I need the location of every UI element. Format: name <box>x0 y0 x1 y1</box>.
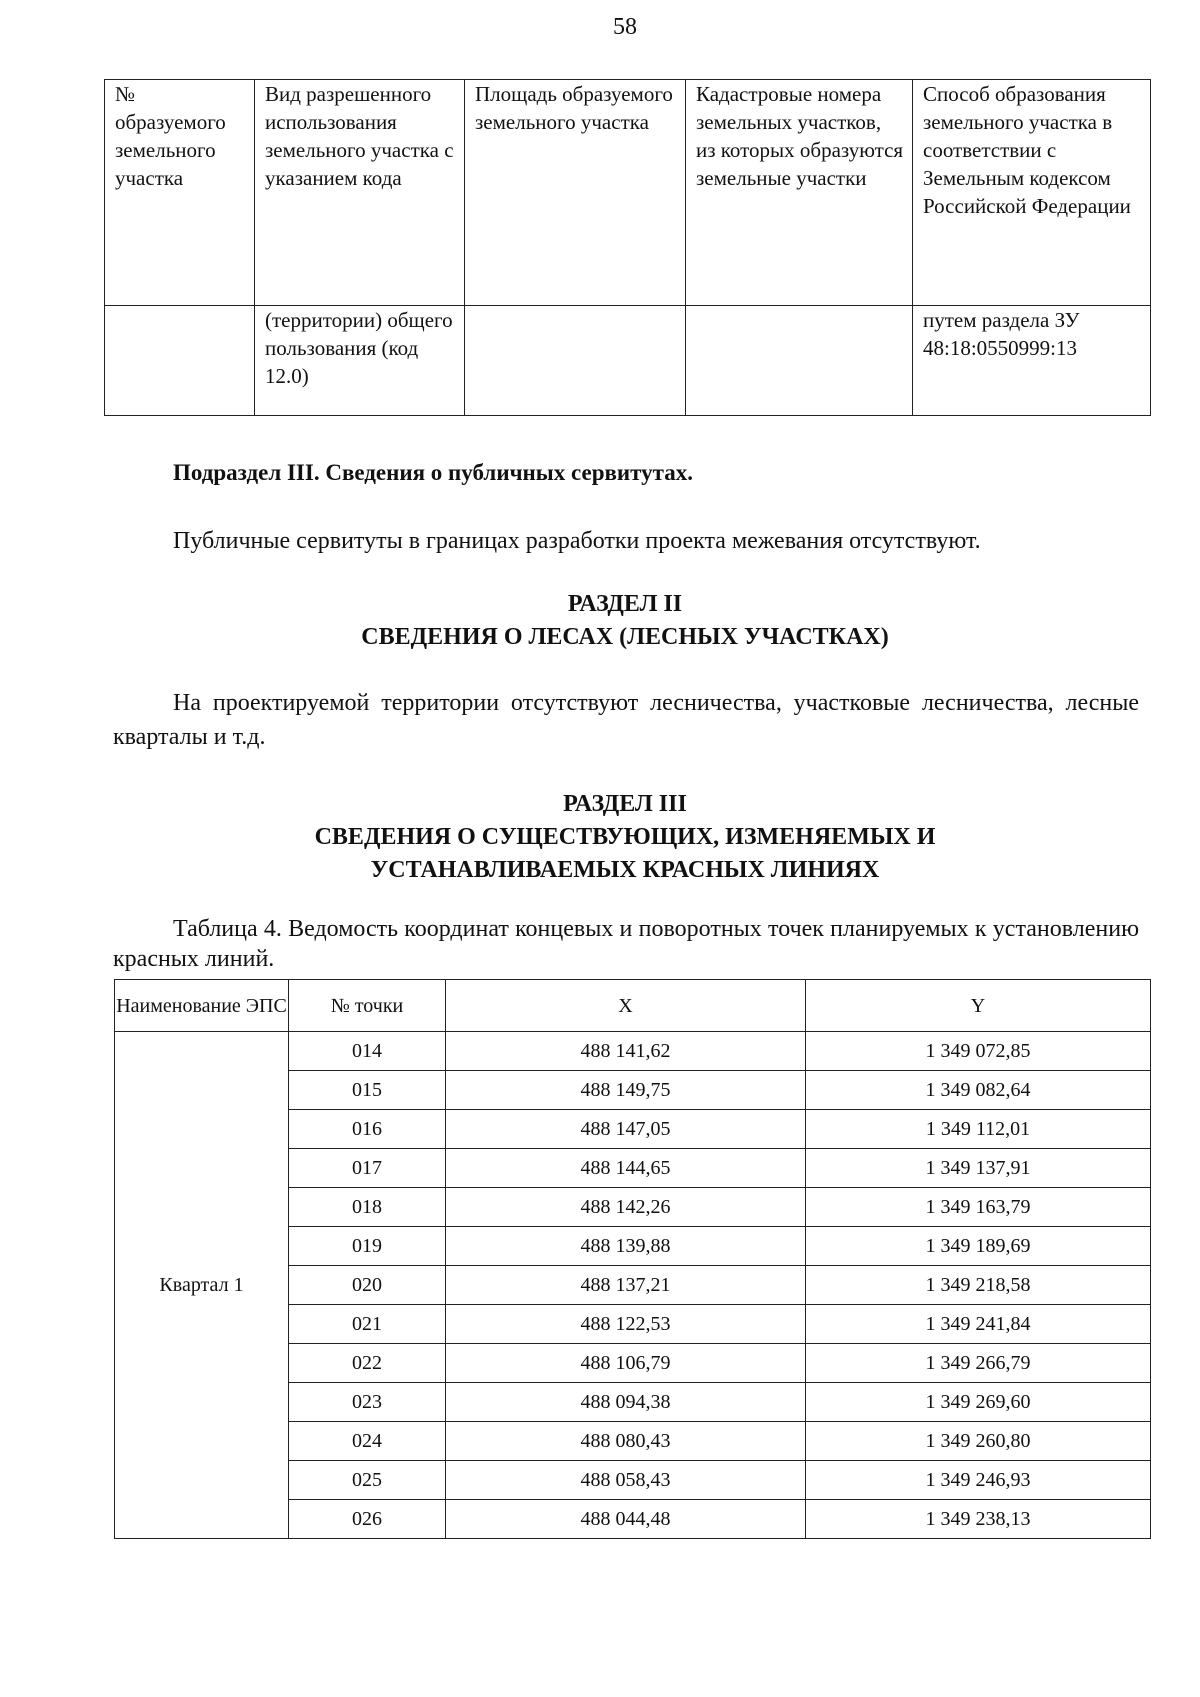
y-cell: 1 349 241,84 <box>806 1305 1151 1344</box>
point-number-cell: 020 <box>289 1266 446 1305</box>
y-cell: 1 349 082,64 <box>806 1071 1151 1110</box>
coordinates-table <box>114 979 1151 1539</box>
table-caption: Таблица 4. Ведомость координат концевых и поворотных точек планируемых к установлению красных линий. <box>113 916 1139 972</box>
section-3-heading <box>0 788 1200 887</box>
x-cell: 488 144,65 <box>446 1149 806 1188</box>
x-cell: 488 142,26 <box>446 1188 806 1227</box>
table-cell: (территории) общего пользования (код 12.0) <box>255 306 465 416</box>
point-number-cell: 014 <box>289 1032 446 1071</box>
subsection-title: Подраздел III. Сведения о публичных сервитутах. <box>173 460 694 485</box>
header-y: Y <box>806 980 1151 1032</box>
y-cell: 1 349 246,93 <box>806 1461 1151 1500</box>
y-cell: 1 349 163,79 <box>806 1188 1151 1227</box>
table-cell <box>105 306 255 416</box>
y-cell: 1 349 266,79 <box>806 1344 1151 1383</box>
y-cell: 1 349 112,01 <box>806 1110 1151 1149</box>
y-cell: 1 349 137,91 <box>806 1149 1151 1188</box>
header-point-number: № точки <box>289 980 446 1032</box>
point-number-cell: 026 <box>289 1500 446 1539</box>
y-cell: 1 349 218,58 <box>806 1266 1151 1305</box>
y-cell: 1 349 189,69 <box>806 1227 1151 1266</box>
x-cell: 488 094,38 <box>446 1383 806 1422</box>
page-number: 58 <box>613 14 637 40</box>
point-number-cell: 023 <box>289 1383 446 1422</box>
x-cell: 488 122,53 <box>446 1305 806 1344</box>
header-cell: Площадь образуемого земельного участка <box>465 80 686 306</box>
y-cell: 1 349 238,13 <box>806 1500 1151 1539</box>
table-row <box>115 1032 1151 1071</box>
header-cell: № образуемого земельного участка <box>105 80 255 306</box>
header-x: X <box>446 980 806 1032</box>
table-row <box>105 306 1151 416</box>
servitude-text: Публичные сервитуты в границах разработки проекта межевания отсутствуют. <box>173 528 981 554</box>
point-number-cell: 024 <box>289 1422 446 1461</box>
y-cell: 1 349 260,80 <box>806 1422 1151 1461</box>
point-number-cell: 018 <box>289 1188 446 1227</box>
section-2-heading <box>0 588 1200 654</box>
point-number-cell: 015 <box>289 1071 446 1110</box>
land-plots-table <box>104 79 1151 416</box>
x-cell: 488 106,79 <box>446 1344 806 1383</box>
section-2-number: РАЗДЕЛ II <box>567 591 683 617</box>
section-3-title-line2: УСТАНАВЛИВАЕМЫХ КРАСНЫХ ЛИНИЯХ <box>370 857 880 883</box>
x-cell: 488 149,75 <box>446 1071 806 1110</box>
point-number-cell: 017 <box>289 1149 446 1188</box>
section-3-number: РАЗДЕЛ III <box>563 791 687 817</box>
point-number-cell: 016 <box>289 1110 446 1149</box>
table-cell <box>686 306 913 416</box>
point-number-cell: 022 <box>289 1344 446 1383</box>
header-cell: Кадастровые номера земельных участков, из которых образуются земельные участки <box>686 80 913 306</box>
x-cell: 488 137,21 <box>446 1266 806 1305</box>
point-number-cell: 019 <box>289 1227 446 1266</box>
table-header-row <box>105 80 1151 306</box>
section-3-title-line1: СВЕДЕНИЯ О СУЩЕСТВУЮЩИХ, ИЗМЕНЯЕМЫХ И <box>314 824 936 850</box>
header-cell: Вид разрешенного использования земельного участка с указанием кода <box>255 80 465 306</box>
x-cell: 488 044,48 <box>446 1500 806 1539</box>
table-cell: путем раздела ЗУ 48:18:0550999:13 <box>913 306 1151 416</box>
point-number-cell: 025 <box>289 1461 446 1500</box>
section-2-title: СВЕДЕНИЯ О ЛЕСАХ (ЛЕСНЫХ УЧАСТКАХ) <box>361 624 889 650</box>
forest-text: На проектируемой территории отсутствуют лесничества, участковые лесничества, лесные кварталы и т.д. <box>113 690 1139 750</box>
group-name-cell: Квартал 1 <box>115 1032 289 1539</box>
x-cell: 488 058,43 <box>446 1461 806 1500</box>
table-cell <box>465 306 686 416</box>
x-cell: 488 080,43 <box>446 1422 806 1461</box>
y-cell: 1 349 072,85 <box>806 1032 1151 1071</box>
point-number-cell: 021 <box>289 1305 446 1344</box>
x-cell: 488 147,05 <box>446 1110 806 1149</box>
header-cell: Способ образования земельного участка в соответствии с Земельным кодексом Российской Федерации <box>913 80 1151 306</box>
y-cell: 1 349 269,60 <box>806 1383 1151 1422</box>
x-cell: 488 139,88 <box>446 1227 806 1266</box>
table-header-row <box>115 980 1151 1032</box>
x-cell: 488 141,62 <box>446 1032 806 1071</box>
header-eps-name: Наименование ЭПС <box>115 980 289 1032</box>
